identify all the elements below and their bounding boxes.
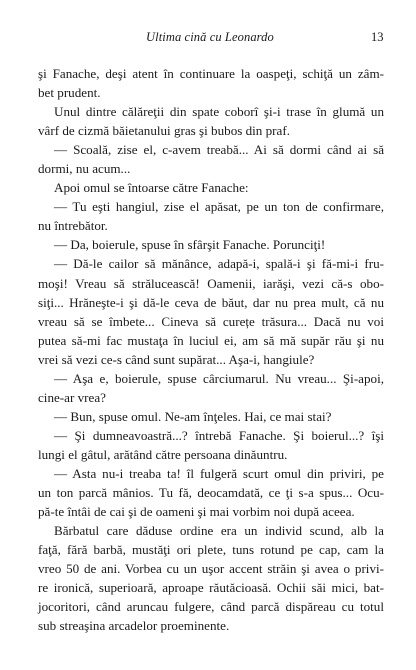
text-line: re ironică, superioară, aproape răutăcioasă. Ochii săi mici, bat-: [38, 580, 384, 596]
text-line: — Da, boierule, spuse în sfârşit Fanache. Porunciţi!: [54, 237, 326, 253]
text-line: şi Fanache, deşi atent în continuare la oaspeţi, schiţă un zâm-: [38, 66, 384, 81]
text-line: moşi! Vreau să strălucească! Oamenii, iarăşi, vezi că-s obo-: [38, 275, 384, 291]
text-line: — Bun, spuse omul. Ne-am înţeles. Hai, ce mai stai?: [54, 408, 332, 424]
text-line: jocoritori, când aruncau fulgere, când parcă dispăreau cu totul: [38, 599, 384, 615]
text-line: cine-ar vrea?: [38, 389, 106, 405]
text-line: pă-te întâi de cai şi de oameni şi mai vorbim noi după aceea.: [38, 504, 355, 520]
text-line: Apoi omul se întoarse către Fanache:: [54, 180, 249, 196]
text-line: — Şi dumneavoastră...? întrebă Fanache. Şi boierul...? îşi: [54, 427, 384, 443]
text-line: lungi el gâtul, arătând către persoana dinăuntru.: [38, 446, 288, 462]
text-line: vârf de cizmă băietanului gras şi bubos din praf.: [38, 123, 290, 139]
text-line: Unul dintre călăreţii din spate coborî şi-i trase în glumă un: [54, 104, 384, 120]
text-line: dormi, nu acum...: [38, 161, 131, 177]
text-line: Bărbatul care dăduse ordine era un individ scund, alb la: [54, 523, 384, 539]
running-head-title: Ultima cină cu Leonardo: [146, 30, 274, 44]
text-line: — Asta nu-i treaba ta! îl fulgeră scurt omul din priviri, pe: [54, 465, 384, 481]
text-line: vreau să se îmbete... Cineva să curețe trăsura... Dacă nu voi: [38, 313, 384, 329]
text-line: — Dă-le cailor să mănânce, adapă-i, spală-i şi fă-mi-i fru-: [54, 256, 384, 272]
text-line: sub streaşina arcadelor proeminente.: [38, 618, 230, 634]
text-line: bet prudent.: [38, 85, 101, 101]
text-line: — Scoală, zise el, c-avem treabă... Ai să dormi când ai să: [54, 142, 384, 158]
text-line: faţă, fără barbă, mustăţi ori plete, tuns rotund pe cap, cam la: [38, 542, 384, 558]
text-line: siţi... Hrăneşte-i şi dă-le ceva de băut, dar nu prea mult, că nu: [38, 294, 384, 310]
page-number: 13: [371, 30, 384, 44]
text-line: vreo 50 de ani. Vorbea cu un uşor accent străin şi avea o privi-: [38, 561, 384, 577]
text-line: putea să-mi fac mustaţa în luciul ei, am să mă supăr rău şi nu: [38, 332, 384, 348]
text-line: un ton parcă mânios. Tu fă, deocamdată, ce ţi s-a spus... Ocu-: [38, 485, 384, 501]
text-line: vrei să vezi ce-s când sunt supărat... Aşa-i, hangiule?: [38, 351, 315, 367]
body-text: [38, 64, 384, 635]
text-line: nu întrebător.: [38, 218, 108, 234]
running-head: [0, 30, 416, 48]
text-line: — Aşa e, boierule, spuse cârciumarul. Nu vreau... Şi-apoi,: [54, 370, 384, 386]
text-line: — Tu eşti hangiul, zise el apăsat, pe un ton de confirmare,: [54, 199, 384, 215]
